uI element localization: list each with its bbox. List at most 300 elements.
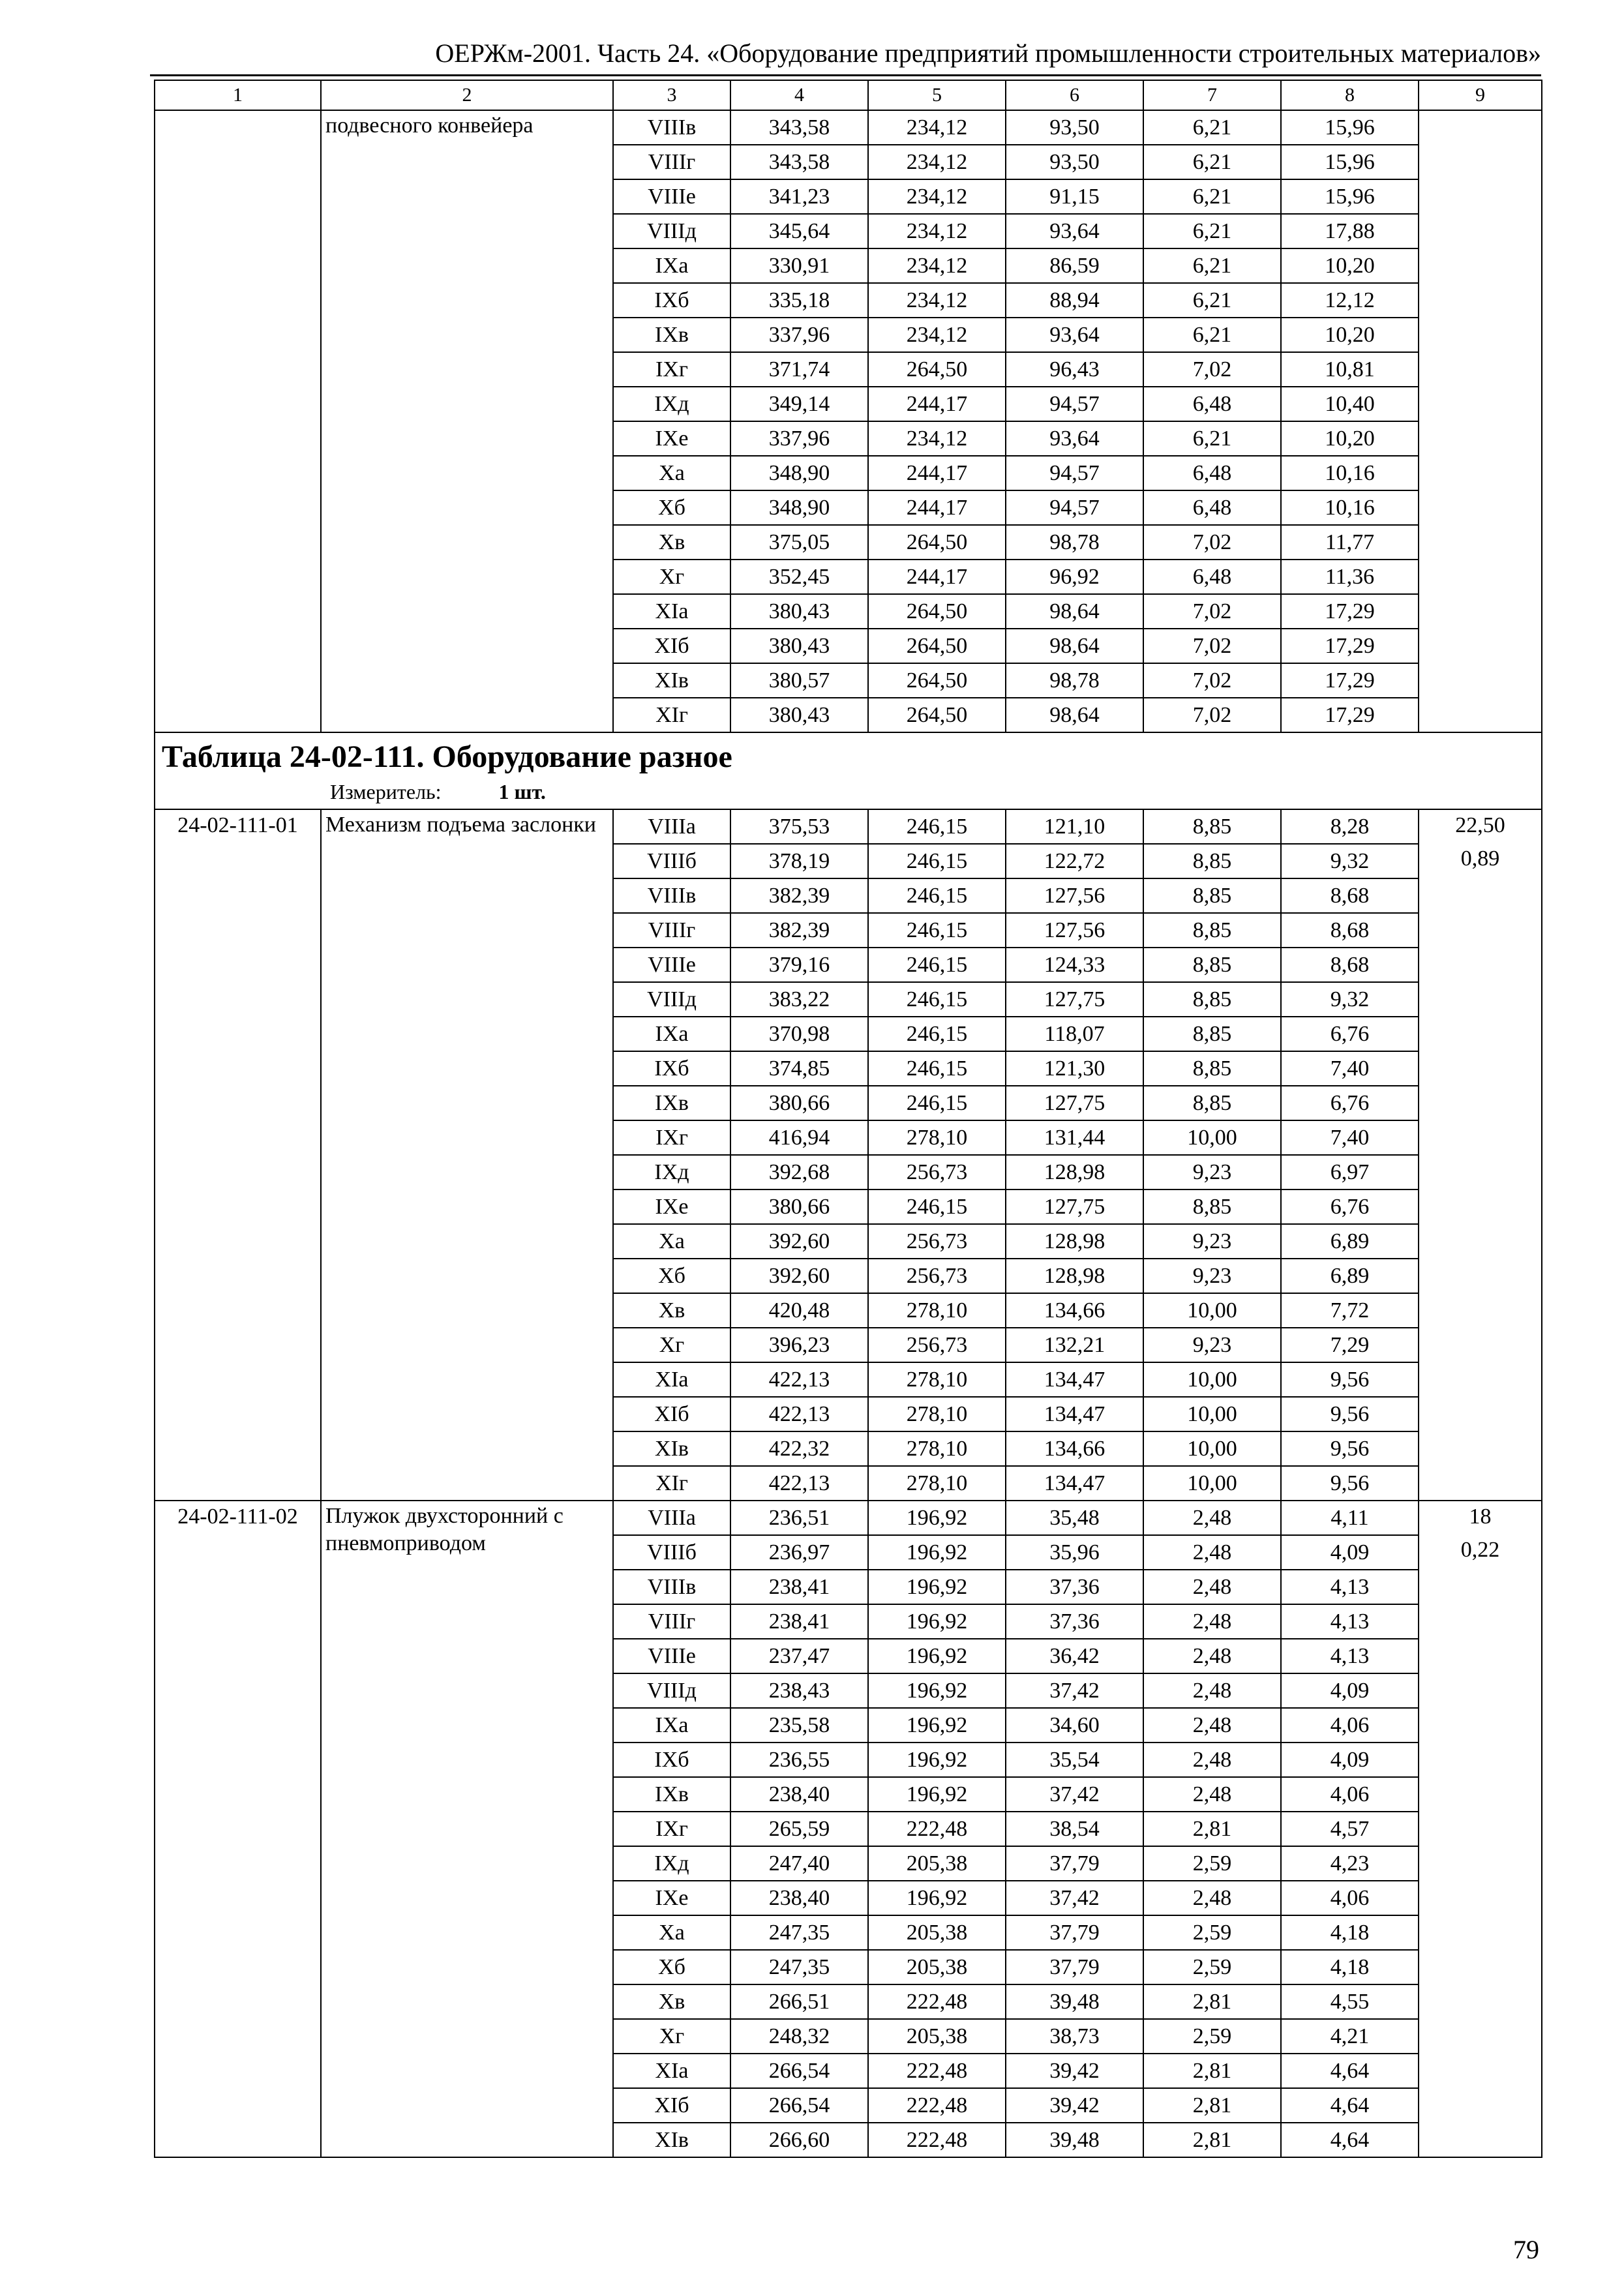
value-cell: 35,96 (1006, 1535, 1143, 1570)
value-cell: 196,92 (868, 1743, 1006, 1777)
value-cell: 422,32 (730, 1431, 868, 1466)
zone-code: IXe (613, 1189, 730, 1224)
value-cell: 4,09 (1281, 1673, 1419, 1708)
value-cell: 278,10 (868, 1120, 1006, 1155)
zone-code: IXв (613, 1777, 730, 1812)
value-cell: 128,98 (1006, 1259, 1143, 1293)
value-cell: 10,00 (1143, 1362, 1281, 1397)
value-cell: 234,12 (868, 145, 1006, 179)
zone-code: IXa (613, 1708, 730, 1743)
value-cell: 6,48 (1143, 456, 1281, 490)
value-cell: 98,64 (1006, 594, 1143, 629)
value-cell: 196,92 (868, 1501, 1006, 1535)
value-cell: 36,42 (1006, 1639, 1143, 1673)
value-cell: 4,21 (1281, 2019, 1419, 2054)
zone-code: Xв (613, 525, 730, 560)
value-cell: 10,20 (1281, 318, 1419, 352)
value-cell: 8,85 (1143, 1189, 1281, 1224)
value-cell: 8,28 (1281, 809, 1419, 844)
value-cell: 37,42 (1006, 1881, 1143, 1915)
value-cell: 93,64 (1006, 421, 1143, 456)
table-title: Таблица 24-02-111. Оборудование разное (162, 740, 732, 774)
table-title-cell (155, 732, 1542, 809)
value-cell: 6,21 (1143, 318, 1281, 352)
value-cell: 127,75 (1006, 1086, 1143, 1120)
value-cell: 8,85 (1143, 1051, 1281, 1086)
value-cell: 122,72 (1006, 844, 1143, 878)
zone-code: VIIIв (613, 878, 730, 913)
value-cell: 10,81 (1281, 352, 1419, 387)
value-cell: 222,48 (868, 2123, 1006, 2157)
value-cell: 416,94 (730, 1120, 868, 1155)
value-cell: 10,00 (1143, 1120, 1281, 1155)
zone-code: Xa (613, 1224, 730, 1259)
value-cell: 382,39 (730, 878, 868, 913)
value-cell: 98,64 (1006, 629, 1143, 663)
zone-code: XIб (613, 2088, 730, 2123)
value-cell: 234,12 (868, 248, 1006, 283)
value-cell: 196,92 (868, 1777, 1006, 1812)
zone-code: XIг (613, 698, 730, 732)
value-cell: 348,90 (730, 456, 868, 490)
value-cell: 4,55 (1281, 1984, 1419, 2019)
value-cell: 10,00 (1143, 1293, 1281, 1328)
item-code (155, 110, 321, 732)
zone-code: IXг (613, 1812, 730, 1846)
value-cell: 2,48 (1143, 1743, 1281, 1777)
value-cell: 2,48 (1143, 1535, 1281, 1570)
zone-code: VIIIб (613, 844, 730, 878)
zone-code: IXб (613, 1051, 730, 1086)
value-cell: 127,75 (1006, 1189, 1143, 1224)
zone-code: VIIIд (613, 214, 730, 248)
value-cell: 7,02 (1143, 698, 1281, 732)
value-cell: 4,06 (1281, 1881, 1419, 1915)
value-cell: 196,92 (868, 1708, 1006, 1743)
value-cell: 392,60 (730, 1224, 868, 1259)
value-cell: 2,48 (1143, 1777, 1281, 1812)
value-cell: 93,50 (1006, 110, 1143, 145)
value-cell: 266,60 (730, 2123, 868, 2157)
value-cell: 222,48 (868, 2054, 1006, 2088)
value-cell: 396,23 (730, 1328, 868, 1362)
value-cell: 196,92 (868, 1881, 1006, 1915)
value-cell: 37,42 (1006, 1673, 1143, 1708)
value-cell: 6,76 (1281, 1086, 1419, 1120)
value-cell: 131,44 (1006, 1120, 1143, 1155)
zone-code: Xв (613, 1293, 730, 1328)
column-number: 3 (613, 80, 730, 110)
column-number: 2 (321, 80, 613, 110)
value-cell: 8,85 (1143, 1017, 1281, 1051)
page-number: 79 (1513, 2235, 1539, 2264)
value-cell: 244,17 (868, 456, 1006, 490)
item-code: 24-02-111-01 (155, 809, 321, 1501)
value-cell: 330,91 (730, 248, 868, 283)
measure-line (162, 777, 1541, 809)
value-cell: 4,09 (1281, 1535, 1419, 1570)
value-cell: 371,74 (730, 352, 868, 387)
value-cell: 2,48 (1143, 1639, 1281, 1673)
zone-code: IXб (613, 1743, 730, 1777)
value-cell: 379,16 (730, 948, 868, 982)
zone-code: IXд (613, 387, 730, 421)
value-cell: 2,59 (1143, 1846, 1281, 1881)
value-cell: 380,66 (730, 1189, 868, 1224)
value-cell: 380,43 (730, 629, 868, 663)
value-cell: 8,85 (1143, 809, 1281, 844)
value-cell: 246,15 (868, 1051, 1006, 1086)
value-cell: 96,43 (1006, 352, 1143, 387)
zone-code: Xб (613, 490, 730, 525)
rates-table (154, 80, 1542, 2158)
column-number: 4 (730, 80, 868, 110)
value-cell: 196,92 (868, 1604, 1006, 1639)
value-cell: 205,38 (868, 1915, 1006, 1950)
value-cell: 278,10 (868, 1431, 1006, 1466)
zone-code: IXд (613, 1155, 730, 1189)
value-cell: 337,96 (730, 421, 868, 456)
value-cell: 246,15 (868, 948, 1006, 982)
table-row (155, 1501, 1542, 1535)
value-cell: 422,13 (730, 1362, 868, 1397)
value-cell: 246,15 (868, 809, 1006, 844)
value-cell: 118,07 (1006, 1017, 1143, 1051)
column-number-row (155, 80, 1542, 110)
value-cell: 7,02 (1143, 594, 1281, 629)
column-number: 9 (1419, 80, 1542, 110)
value-cell: 6,97 (1281, 1155, 1419, 1189)
value-cell: 8,85 (1143, 948, 1281, 982)
value-cell: 4,64 (1281, 2123, 1419, 2157)
zone-code: XIг (613, 1466, 730, 1501)
value-cell: 98,78 (1006, 525, 1143, 560)
value-cell: 4,13 (1281, 1639, 1419, 1673)
value-cell: 2,81 (1143, 2123, 1281, 2157)
header-rule (150, 74, 1541, 76)
value-cell: 37,36 (1006, 1604, 1143, 1639)
value-cell: 8,85 (1143, 913, 1281, 948)
value-cell: 132,21 (1006, 1328, 1143, 1362)
table-title-row (155, 732, 1542, 809)
value-cell: 10,00 (1143, 1397, 1281, 1431)
value-cell: 6,89 (1281, 1224, 1419, 1259)
zone-code: Xг (613, 560, 730, 594)
value-cell: 39,48 (1006, 2123, 1143, 2157)
value-cell: 238,40 (730, 1881, 868, 1915)
value-cell: 37,79 (1006, 1950, 1143, 1984)
value-cell: 127,75 (1006, 982, 1143, 1017)
value-cell: 380,43 (730, 594, 868, 629)
value-cell: 4,06 (1281, 1777, 1419, 1812)
value-cell: 4,18 (1281, 1915, 1419, 1950)
value-cell: 96,92 (1006, 560, 1143, 594)
value-cell: 8,85 (1143, 982, 1281, 1017)
zone-code: Xг (613, 2019, 730, 2054)
value-cell: 238,41 (730, 1604, 868, 1639)
value-cell: 234,12 (868, 214, 1006, 248)
value-cell: 343,58 (730, 110, 868, 145)
value-cell: 370,98 (730, 1017, 868, 1051)
value-cell: 4,64 (1281, 2054, 1419, 2088)
value-cell: 121,30 (1006, 1051, 1143, 1086)
value-cell: 8,68 (1281, 913, 1419, 948)
zone-code: Xa (613, 456, 730, 490)
value-cell: 6,89 (1281, 1259, 1419, 1293)
value-cell: 278,10 (868, 1362, 1006, 1397)
zone-code: XIв (613, 663, 730, 698)
value-cell: 6,48 (1143, 560, 1281, 594)
zone-code: IXв (613, 318, 730, 352)
zone-code: IXe (613, 1881, 730, 1915)
zone-code: IXб (613, 283, 730, 318)
value-cell: 266,54 (730, 2054, 868, 2088)
value-cell: 234,12 (868, 110, 1006, 145)
value-cell: 9,23 (1143, 1224, 1281, 1259)
item-name: Механизм подъема заслонки (321, 809, 613, 1501)
value-cell: 256,73 (868, 1328, 1006, 1362)
value-cell: 4,23 (1281, 1846, 1419, 1881)
value-cell: 38,73 (1006, 2019, 1143, 2054)
value-cell: 246,15 (868, 1086, 1006, 1120)
zone-code: VIIIa (613, 1501, 730, 1535)
value-cell: 2,48 (1143, 1881, 1281, 1915)
value-cell: 2,59 (1143, 1950, 1281, 1984)
value-cell: 196,92 (868, 1570, 1006, 1604)
value-cell: 127,56 (1006, 913, 1143, 948)
value-cell: 234,12 (868, 179, 1006, 214)
value-cell: 39,48 (1006, 1984, 1143, 2019)
item-code: 24-02-111-02 (155, 1501, 321, 2157)
value-cell: 17,29 (1281, 698, 1419, 732)
zone-code: XIв (613, 2123, 730, 2157)
value-cell: 420,48 (730, 1293, 868, 1328)
zone-code: VIIIб (613, 1535, 730, 1570)
value-cell: 236,51 (730, 1501, 868, 1535)
zone-code: IXг (613, 352, 730, 387)
zone-code: VIIIд (613, 982, 730, 1017)
value-cell: 246,15 (868, 1017, 1006, 1051)
value-cell: 246,15 (868, 878, 1006, 913)
value-cell: 345,64 (730, 214, 868, 248)
value-cell: 9,23 (1143, 1155, 1281, 1189)
value-cell: 8,68 (1281, 948, 1419, 982)
zone-code: VIIIe (613, 948, 730, 982)
value-cell: 4,64 (1281, 2088, 1419, 2123)
value-cell: 235,58 (730, 1708, 868, 1743)
value-cell: 15,96 (1281, 145, 1419, 179)
value-cell: 17,29 (1281, 594, 1419, 629)
zone-code: Xa (613, 1915, 730, 1950)
value-cell: 6,21 (1143, 421, 1281, 456)
value-cell: 246,15 (868, 844, 1006, 878)
value-cell: 39,42 (1006, 2054, 1143, 2088)
value-cell: 349,14 (730, 387, 868, 421)
value-cell: 222,48 (868, 2088, 1006, 2123)
value-cell: 378,19 (730, 844, 868, 878)
value-cell: 12,12 (1281, 283, 1419, 318)
value-cell: 6,21 (1143, 248, 1281, 283)
value-cell: 256,73 (868, 1155, 1006, 1189)
value-cell: 10,40 (1281, 387, 1419, 421)
column-number: 7 (1143, 80, 1281, 110)
value-cell: 7,02 (1143, 352, 1281, 387)
value-cell: 234,12 (868, 283, 1006, 318)
document-header: ОЕРЖм-2001. Часть 24. «Оборудование предприятий промышленности строительных материалов» (435, 38, 1541, 68)
value-cell: 278,10 (868, 1293, 1006, 1328)
value-cell: 6,48 (1143, 490, 1281, 525)
value-cell: 382,39 (730, 913, 868, 948)
value-cell: 375,05 (730, 525, 868, 560)
value-cell: 8,85 (1143, 1086, 1281, 1120)
zone-code: VIIIг (613, 145, 730, 179)
value-cell: 10,16 (1281, 456, 1419, 490)
value-cell: 264,50 (868, 594, 1006, 629)
zone-code: VIIIв (613, 110, 730, 145)
value-cell: 4,13 (1281, 1604, 1419, 1639)
value-cell: 6,21 (1143, 110, 1281, 145)
value-cell: 6,76 (1281, 1017, 1419, 1051)
col9-value: 0,22 (1460, 1538, 1500, 1562)
value-cell: 266,54 (730, 2088, 868, 2123)
value-cell: 237,47 (730, 1639, 868, 1673)
value-cell: 94,57 (1006, 456, 1143, 490)
value-cell: 264,50 (868, 663, 1006, 698)
value-cell: 93,64 (1006, 214, 1143, 248)
value-cell: 86,59 (1006, 248, 1143, 283)
zone-code: Xг (613, 1328, 730, 1362)
zone-code: VIIIг (613, 1604, 730, 1639)
value-cell: 2,48 (1143, 1570, 1281, 1604)
value-cell: 2,48 (1143, 1708, 1281, 1743)
value-cell: 6,76 (1281, 1189, 1419, 1224)
column-number: 1 (155, 80, 321, 110)
zone-code: XIa (613, 594, 730, 629)
value-cell: 37,79 (1006, 1915, 1143, 1950)
value-cell: 2,48 (1143, 1673, 1281, 1708)
value-cell: 35,48 (1006, 1501, 1143, 1535)
value-cell: 10,20 (1281, 421, 1419, 456)
value-cell: 247,35 (730, 1915, 868, 1950)
value-cell: 352,45 (730, 560, 868, 594)
zone-code: IXa (613, 248, 730, 283)
value-cell: 9,23 (1143, 1328, 1281, 1362)
value-cell: 4,18 (1281, 1950, 1419, 1984)
column-number: 5 (868, 80, 1006, 110)
value-cell: 9,56 (1281, 1362, 1419, 1397)
value-cell: 7,40 (1281, 1120, 1419, 1155)
item-col9 (1419, 1501, 1542, 2157)
value-cell: 222,48 (868, 1984, 1006, 2019)
value-cell: 134,47 (1006, 1397, 1143, 1431)
value-cell: 2,81 (1143, 1812, 1281, 1846)
value-cell: 375,53 (730, 809, 868, 844)
value-cell: 246,15 (868, 982, 1006, 1017)
column-number: 8 (1281, 80, 1419, 110)
value-cell: 2,59 (1143, 1915, 1281, 1950)
value-cell: 9,56 (1281, 1431, 1419, 1466)
value-cell: 94,57 (1006, 490, 1143, 525)
value-cell: 124,33 (1006, 948, 1143, 982)
value-cell: 17,88 (1281, 214, 1419, 248)
zone-code: XIa (613, 2054, 730, 2088)
value-cell: 9,32 (1281, 982, 1419, 1017)
value-cell: 6,21 (1143, 179, 1281, 214)
value-cell: 134,47 (1006, 1362, 1143, 1397)
value-cell: 35,54 (1006, 1743, 1143, 1777)
value-cell: 236,55 (730, 1743, 868, 1777)
value-cell: 37,79 (1006, 1846, 1143, 1881)
value-cell: 422,13 (730, 1466, 868, 1501)
measure-value: 1 шт. (498, 780, 546, 803)
value-cell: 256,73 (868, 1224, 1006, 1259)
value-cell: 4,06 (1281, 1708, 1419, 1743)
value-cell: 93,64 (1006, 318, 1143, 352)
value-cell: 9,32 (1281, 844, 1419, 878)
column-number: 6 (1006, 80, 1143, 110)
value-cell: 10,00 (1143, 1431, 1281, 1466)
value-cell: 2,81 (1143, 1984, 1281, 2019)
value-cell: 264,50 (868, 698, 1006, 732)
value-cell: 205,38 (868, 1846, 1006, 1881)
value-cell: 335,18 (730, 283, 868, 318)
zone-code: IXд (613, 1846, 730, 1881)
value-cell: 244,17 (868, 490, 1006, 525)
value-cell: 7,02 (1143, 629, 1281, 663)
value-cell: 37,36 (1006, 1570, 1143, 1604)
item-name: подвесного конвейера (321, 110, 613, 732)
value-cell: 17,29 (1281, 663, 1419, 698)
value-cell: 4,09 (1281, 1743, 1419, 1777)
value-cell: 134,66 (1006, 1431, 1143, 1466)
value-cell: 341,23 (730, 179, 868, 214)
table-row (155, 809, 1542, 844)
value-cell: 348,90 (730, 490, 868, 525)
value-cell: 205,38 (868, 2019, 1006, 2054)
item-name: Плужок двухсторонний с пневмоприводом (321, 1501, 613, 2157)
value-cell: 4,11 (1281, 1501, 1419, 1535)
value-cell: 246,15 (868, 1189, 1006, 1224)
value-cell: 7,29 (1281, 1328, 1419, 1362)
value-cell: 244,17 (868, 560, 1006, 594)
value-cell: 266,51 (730, 1984, 868, 2019)
zone-code: IXe (613, 421, 730, 456)
value-cell: 392,68 (730, 1155, 868, 1189)
value-cell: 205,38 (868, 1950, 1006, 1984)
value-cell: 7,02 (1143, 525, 1281, 560)
value-cell: 6,21 (1143, 214, 1281, 248)
value-cell: 34,60 (1006, 1708, 1143, 1743)
value-cell: 196,92 (868, 1639, 1006, 1673)
col9-value: 0,89 (1460, 846, 1500, 871)
value-cell: 94,57 (1006, 387, 1143, 421)
value-cell: 134,66 (1006, 1293, 1143, 1328)
value-cell: 264,50 (868, 352, 1006, 387)
item-col9 (1419, 110, 1542, 732)
zone-code: XIa (613, 1362, 730, 1397)
col9-value: 22,50 (1455, 813, 1505, 837)
value-cell: 2,81 (1143, 2088, 1281, 2123)
value-cell: 9,56 (1281, 1466, 1419, 1501)
value-cell: 236,97 (730, 1535, 868, 1570)
value-cell: 4,57 (1281, 1812, 1419, 1846)
value-cell: 93,50 (1006, 145, 1143, 179)
value-cell: 37,42 (1006, 1777, 1143, 1812)
value-cell: 244,17 (868, 387, 1006, 421)
value-cell: 88,94 (1006, 283, 1143, 318)
value-cell: 10,16 (1281, 490, 1419, 525)
zone-code: VIIIд (613, 1673, 730, 1708)
